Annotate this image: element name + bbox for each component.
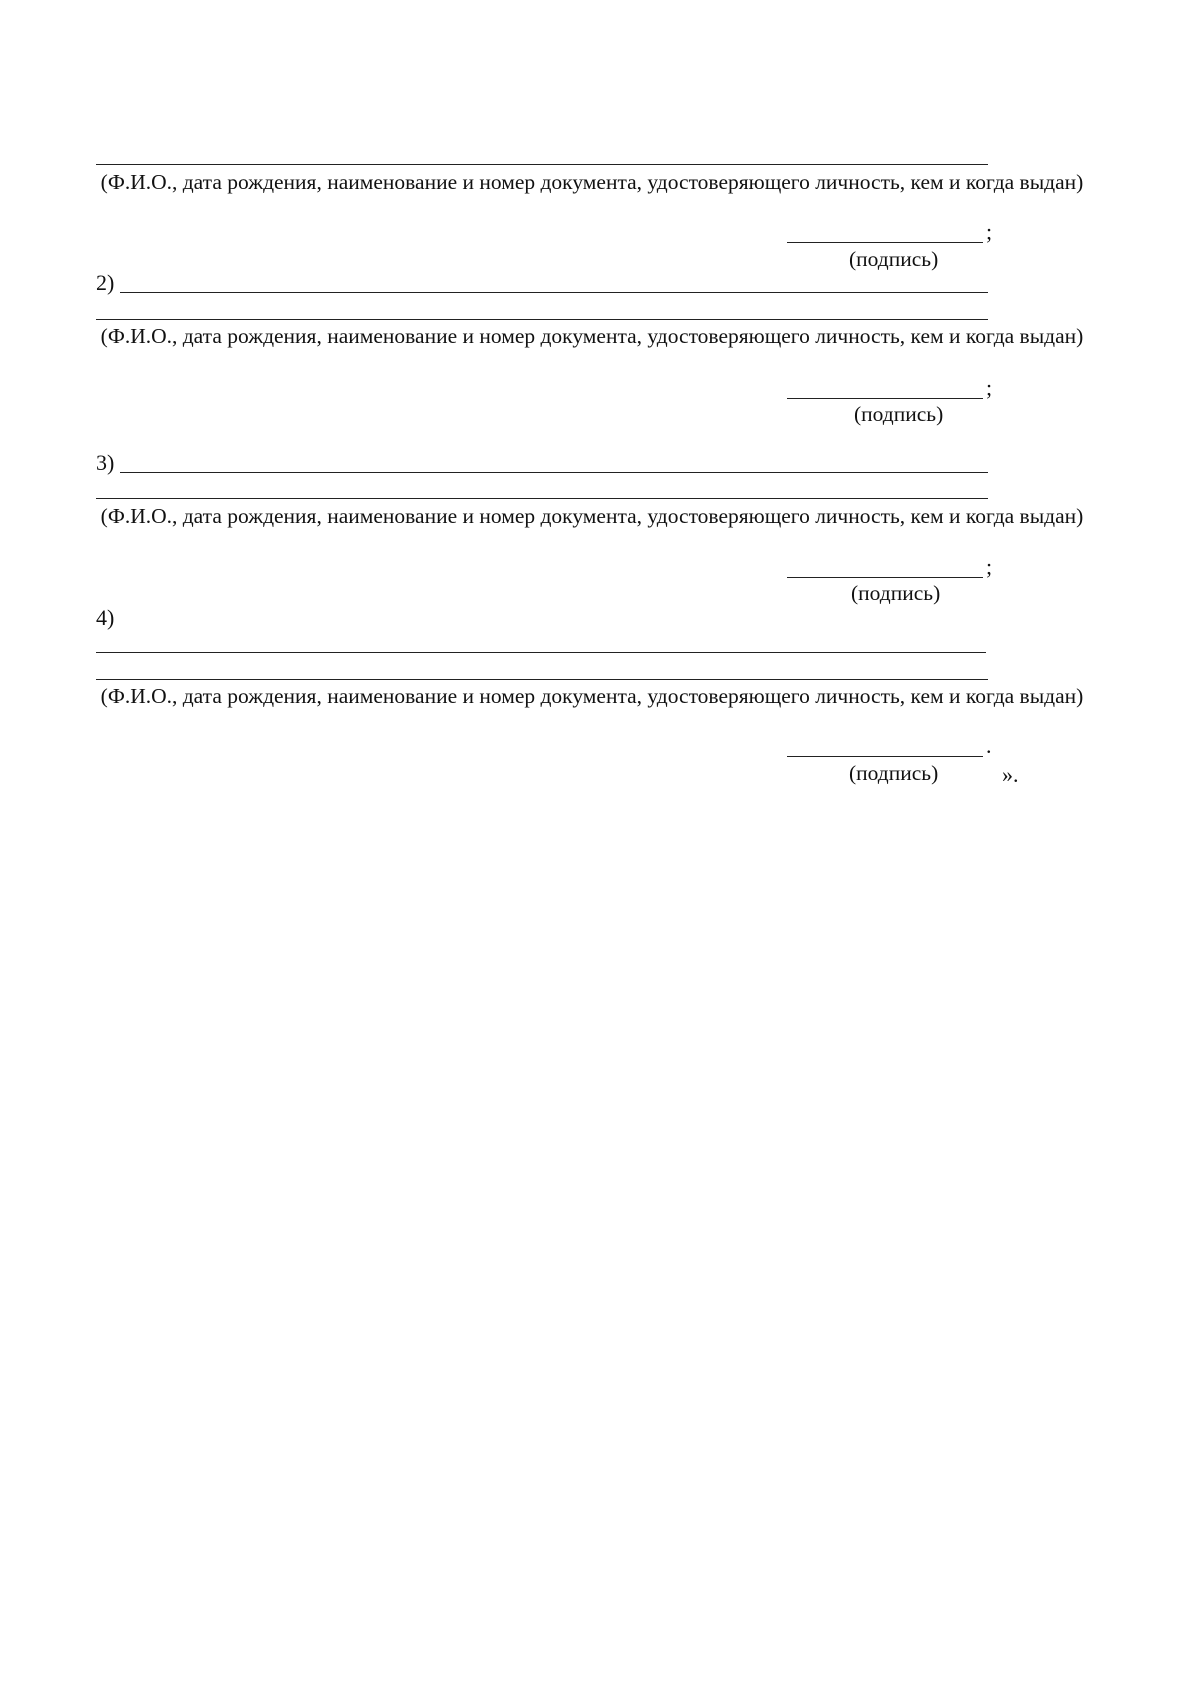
entry-4-signature-label: (подпись) (849, 761, 939, 785)
entry-4-terminator: . (986, 733, 992, 758)
entry-3-caption: (Ф.И.О., дата рождения, наименование и номер документа, удостоверяющего личность, кем и когда выдан) (100, 504, 1084, 528)
entry-3-signature-label: (подпись) (851, 581, 941, 605)
entry-3-signature-line (787, 577, 983, 578)
entry-2-signature-label: (подпись) (854, 402, 944, 426)
entry-4-name-line-2 (96, 679, 988, 680)
entry-3-terminator: ; (986, 554, 993, 579)
entry-3-name-line-2 (96, 498, 988, 499)
entry-2-name-line-2 (96, 319, 988, 320)
entry-3-name-line (120, 472, 988, 473)
entry-1-signature-label: (подпись) (849, 247, 939, 271)
entry-1-caption: (Ф.И.О., дата рождения, наименование и номер документа, удостоверяющего личность, кем и когда выдан) (100, 170, 1084, 194)
entry-3-number: 3) (96, 450, 115, 475)
entry-4-number: 4) (96, 605, 115, 630)
entry-2-terminator: ; (986, 375, 993, 400)
entry-2-number: 2) (96, 270, 115, 295)
entry-2-caption: (Ф.И.О., дата рождения, наименование и номер документа, удостоверяющего личность, кем и когда выдан) (100, 324, 1084, 348)
entry-2-name-line (120, 292, 988, 293)
entry-1-signature-line (787, 242, 983, 243)
entry-1-terminator: ; (986, 219, 993, 244)
entry-2-signature-line (787, 398, 983, 399)
entry-4-name-line (96, 652, 986, 653)
entry-1-name-line (96, 164, 988, 165)
entry-4-caption: (Ф.И.О., дата рождения, наименование и номер документа, удостоверяющего личность, кем и когда выдан) (100, 684, 1084, 708)
entry-4-signature-line (787, 756, 983, 757)
closing-quote: ». (1002, 762, 1019, 787)
